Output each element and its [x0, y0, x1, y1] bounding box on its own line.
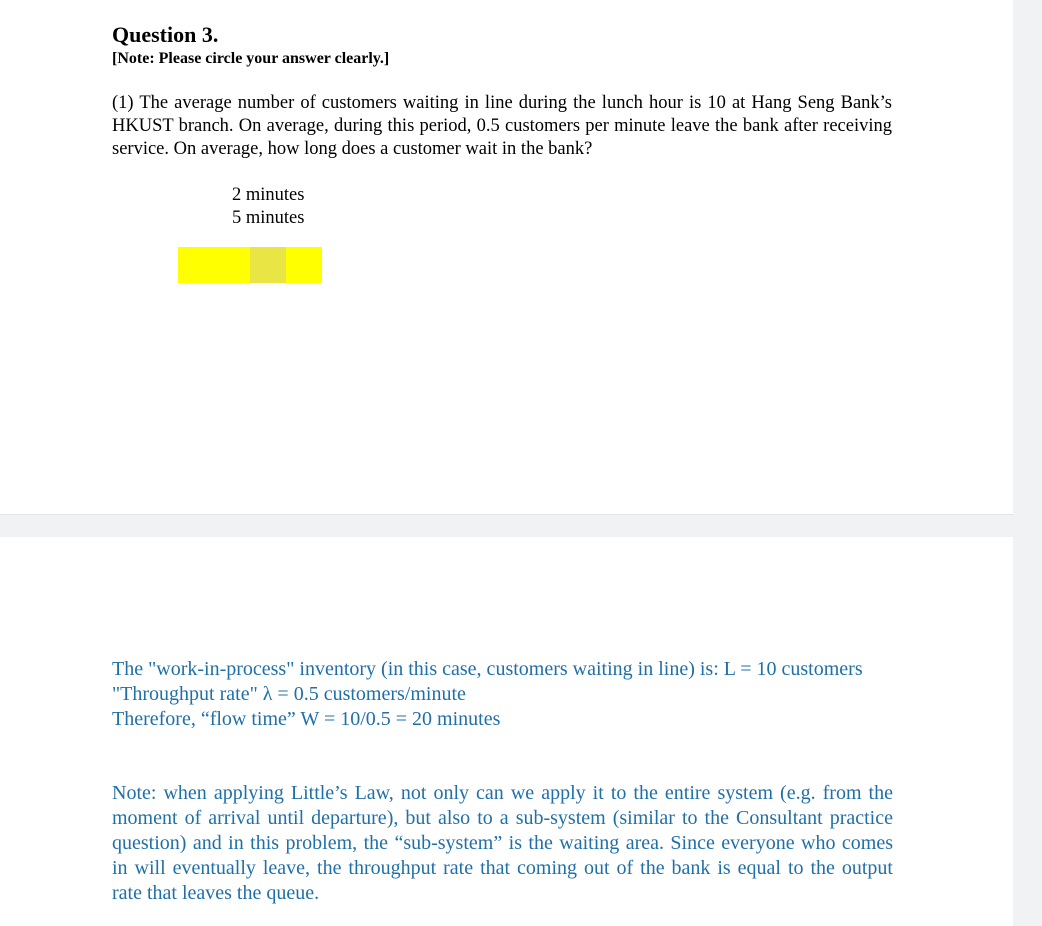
solution-line-wip: The "work-in-process" inventory (in this case, customers waiting in line) is: L = 10 customers — [112, 658, 863, 680]
question-text: (1) The average number of customers waiting in line during the lunch hour is 10 at Hang Seng Bank’s HKUST branch. On average, during this period, 0.5 customers per minute leave the bank after receiving service. On average, how long does a customer wait in the bank? — [112, 93, 892, 159]
answer-options — [232, 184, 304, 230]
solution-note: Note: when applying Little’s Law, not only can we apply it to the entire system (e.g. from the moment of arrival until departure), but also to a sub-system (similar to the Consultant practice question) and in this problem, the “sub-system” is the waiting area. Since everyone who comes in will eventually leave, the throughput rate that coming out of the bank is equal to the output rate that leaves the queue. — [112, 782, 893, 904]
solution-line-throughput: "Throughput rate" λ = 0.5 customers/minute — [112, 683, 466, 705]
solution-line-flow-time: Therefore, “flow time” W = 10/0.5 = 20 minutes — [112, 708, 501, 730]
highlight-mark-segment — [250, 247, 286, 283]
question-title: Question 3. — [112, 22, 219, 47]
option-b: 5 minutes — [232, 208, 305, 228]
option-a: 2 minutes — [232, 185, 305, 205]
question-note: [Note: Please circle your answer clearly.] — [112, 50, 390, 67]
highlight-mark — [178, 247, 322, 283]
document-page-2 — [0, 537, 1013, 926]
solution-block — [112, 657, 893, 732]
viewer-scrollbar[interactable] — [1013, 0, 1042, 926]
